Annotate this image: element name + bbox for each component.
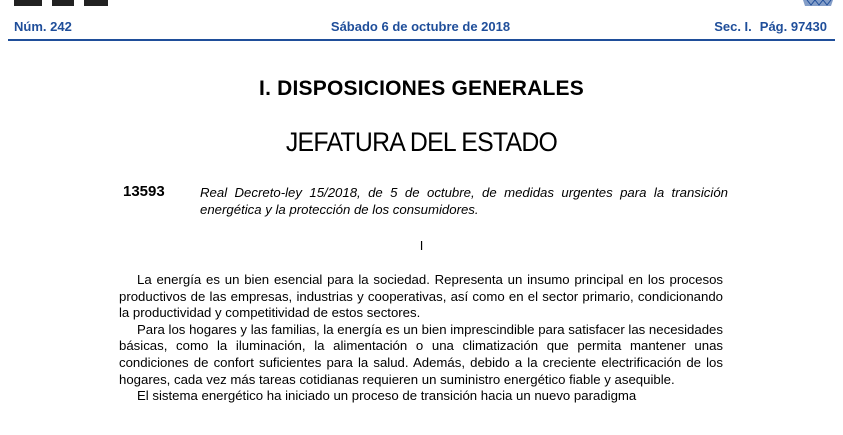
crest-icon	[801, 0, 835, 8]
authority-title: JEFATURA DEL ESTADO	[285, 127, 558, 157]
body-text	[119, 272, 723, 405]
issue-number: Núm. 242	[14, 19, 72, 34]
issue-date: Sábado 6 de octubre de 2018	[330, 19, 511, 34]
entry-number: 13593	[123, 183, 165, 200]
section-page-info	[706, 19, 827, 34]
issue-header	[14, 19, 827, 39]
section-title: I. DISPOSICIONES GENERALES	[259, 77, 584, 100]
masthead-logo-fragment	[0, 0, 110, 8]
page-number: Pág. 97430	[759, 19, 827, 34]
paragraph: El sistema energético ha iniciado un proceso de transición hacia un nuevo paradigma	[137, 388, 637, 404]
entry-title: Real Decreto-ley 15/2018, de 5 de octubre, de medidas urgentes para la transición energética y la protección de los consumidores.	[200, 185, 728, 217]
header-divider	[8, 39, 835, 41]
section-label: Sec. I.	[714, 19, 752, 34]
paragraph: La energía es un bien esencial para la sociedad. Representa un insumo principal en los procesos productivos de las empresas, industrias y cooperativas, así como en el sector primario, condicionando la productividad y competitividad de estos sectores.	[119, 272, 723, 321]
chapter-numeral: I	[419, 238, 424, 253]
paragraph: Para los hogares y las familias, la energía es un bien imprescindible para satisfacer las necesidades básicas, como la iluminación, la alimentación o una climatización que permita mantener unas condiciones de confort suficientes para la salud. Además, debido a la creciente electrificación de los hogares, cada vez más tareas cotidianas requieren un suministro energético fiable y asequible.	[119, 321, 723, 387]
